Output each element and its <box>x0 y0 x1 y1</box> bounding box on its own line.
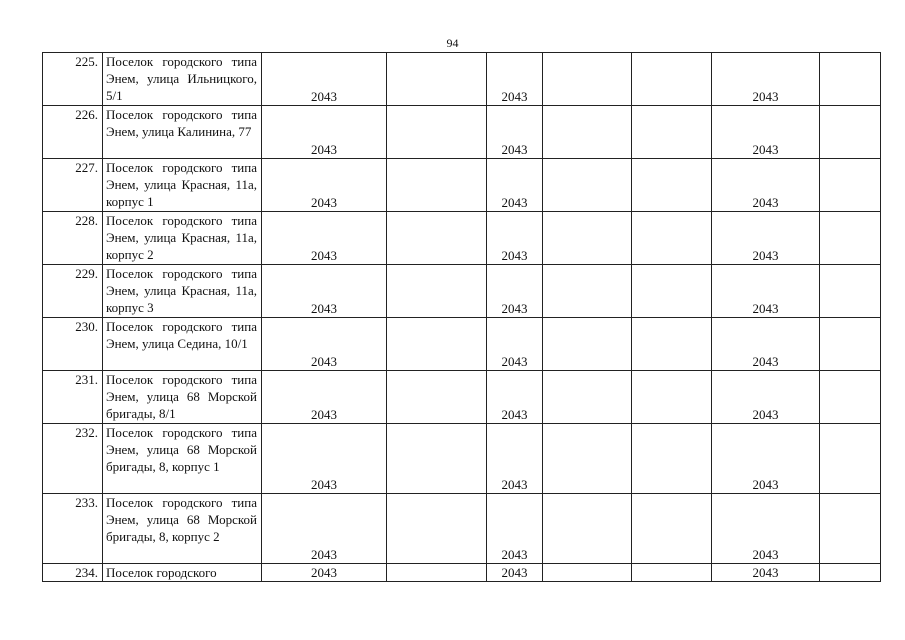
row-number-cell: 233. <box>43 494 103 564</box>
address-cell: Поселок городского типа Энем, улица 68 Морской бригады, 8, корпус 1 <box>103 424 262 494</box>
row-number-cell: 229. <box>43 265 103 318</box>
year-cell: 2043 <box>262 159 387 212</box>
empty-cell <box>543 212 632 265</box>
table-body <box>43 53 881 582</box>
empty-cell <box>387 159 487 212</box>
empty-cell <box>543 564 632 582</box>
year-cell: 2043 <box>262 494 387 564</box>
empty-cell <box>632 159 712 212</box>
year-cell: 2043 <box>712 212 820 265</box>
empty-cell <box>632 53 712 106</box>
empty-cell <box>632 265 712 318</box>
year-cell: 2043 <box>487 564 543 582</box>
empty-cell <box>543 318 632 371</box>
empty-cell <box>820 494 881 564</box>
address-cell: Поселок городского типа Энем, улица Калинина, 77 <box>103 106 262 159</box>
year-cell: 2043 <box>262 53 387 106</box>
year-cell: 2043 <box>262 371 387 424</box>
year-cell: 2043 <box>712 265 820 318</box>
table-row <box>43 494 881 564</box>
year-cell: 2043 <box>712 318 820 371</box>
year-cell: 2043 <box>712 424 820 494</box>
table-row <box>43 564 881 582</box>
table-row <box>43 159 881 212</box>
year-cell: 2043 <box>487 106 543 159</box>
year-cell: 2043 <box>487 212 543 265</box>
year-cell: 2043 <box>712 159 820 212</box>
empty-cell <box>820 318 881 371</box>
address-cell: Поселок городского типа Энем, улица Ильницкого, 5/1 <box>103 53 262 106</box>
empty-cell <box>387 318 487 371</box>
year-cell: 2043 <box>262 106 387 159</box>
empty-cell <box>387 106 487 159</box>
empty-cell <box>387 371 487 424</box>
empty-cell <box>632 212 712 265</box>
year-cell: 2043 <box>712 494 820 564</box>
year-cell: 2043 <box>262 318 387 371</box>
empty-cell <box>632 106 712 159</box>
year-cell: 2043 <box>487 424 543 494</box>
address-cell: Поселок городского типа Энем, улица Красная, 11а, корпус 3 <box>103 265 262 318</box>
address-cell: Поселок городского типа Энем, улица 68 Морской бригады, 8, корпус 2 <box>103 494 262 564</box>
empty-cell <box>543 53 632 106</box>
empty-cell <box>820 53 881 106</box>
empty-cell <box>543 106 632 159</box>
table-row <box>43 424 881 494</box>
empty-cell <box>543 265 632 318</box>
register-table <box>42 52 881 582</box>
address-cell: Поселок городского <box>103 564 262 582</box>
row-number-cell: 227. <box>43 159 103 212</box>
row-number-cell: 232. <box>43 424 103 494</box>
row-number-cell: 225. <box>43 53 103 106</box>
year-cell: 2043 <box>262 212 387 265</box>
empty-cell <box>820 371 881 424</box>
address-cell: Поселок городского типа Энем, улица 68 Морской бригады, 8/1 <box>103 371 262 424</box>
year-cell: 2043 <box>487 159 543 212</box>
table-row <box>43 212 881 265</box>
empty-cell <box>820 212 881 265</box>
year-cell: 2043 <box>262 564 387 582</box>
empty-cell <box>543 159 632 212</box>
table-row <box>43 106 881 159</box>
empty-cell <box>820 159 881 212</box>
empty-cell <box>820 424 881 494</box>
row-number-cell: 226. <box>43 106 103 159</box>
empty-cell <box>387 564 487 582</box>
empty-cell <box>387 265 487 318</box>
empty-cell <box>387 53 487 106</box>
year-cell: 2043 <box>712 564 820 582</box>
empty-cell <box>543 494 632 564</box>
row-number-cell: 231. <box>43 371 103 424</box>
table-row <box>43 318 881 371</box>
table-row <box>43 53 881 106</box>
empty-cell <box>387 494 487 564</box>
table-row <box>43 371 881 424</box>
year-cell: 2043 <box>712 53 820 106</box>
year-cell: 2043 <box>712 371 820 424</box>
year-cell: 2043 <box>712 106 820 159</box>
empty-cell <box>543 371 632 424</box>
empty-cell <box>820 265 881 318</box>
year-cell: 2043 <box>487 53 543 106</box>
year-cell: 2043 <box>487 494 543 564</box>
year-cell: 2043 <box>487 318 543 371</box>
empty-cell <box>387 424 487 494</box>
empty-cell <box>632 424 712 494</box>
address-cell: Поселок городского типа Энем, улица Седина, 10/1 <box>103 318 262 371</box>
empty-cell <box>632 494 712 564</box>
table-row <box>43 265 881 318</box>
empty-cell <box>820 106 881 159</box>
address-cell: Поселок городского типа Энем, улица Красная, 11а, корпус 1 <box>103 159 262 212</box>
row-number-cell: 234. <box>43 564 103 582</box>
year-cell: 2043 <box>262 265 387 318</box>
row-number-cell: 230. <box>43 318 103 371</box>
year-cell: 2043 <box>487 371 543 424</box>
empty-cell <box>543 424 632 494</box>
empty-cell <box>632 564 712 582</box>
year-cell: 2043 <box>487 265 543 318</box>
year-cell: 2043 <box>262 424 387 494</box>
empty-cell <box>632 318 712 371</box>
empty-cell <box>820 564 881 582</box>
page-number: 94 <box>446 36 459 50</box>
row-number-cell: 228. <box>43 212 103 265</box>
address-cell: Поселок городского типа Энем, улица Красная, 11а, корпус 2 <box>103 212 262 265</box>
empty-cell <box>387 212 487 265</box>
empty-cell <box>632 371 712 424</box>
